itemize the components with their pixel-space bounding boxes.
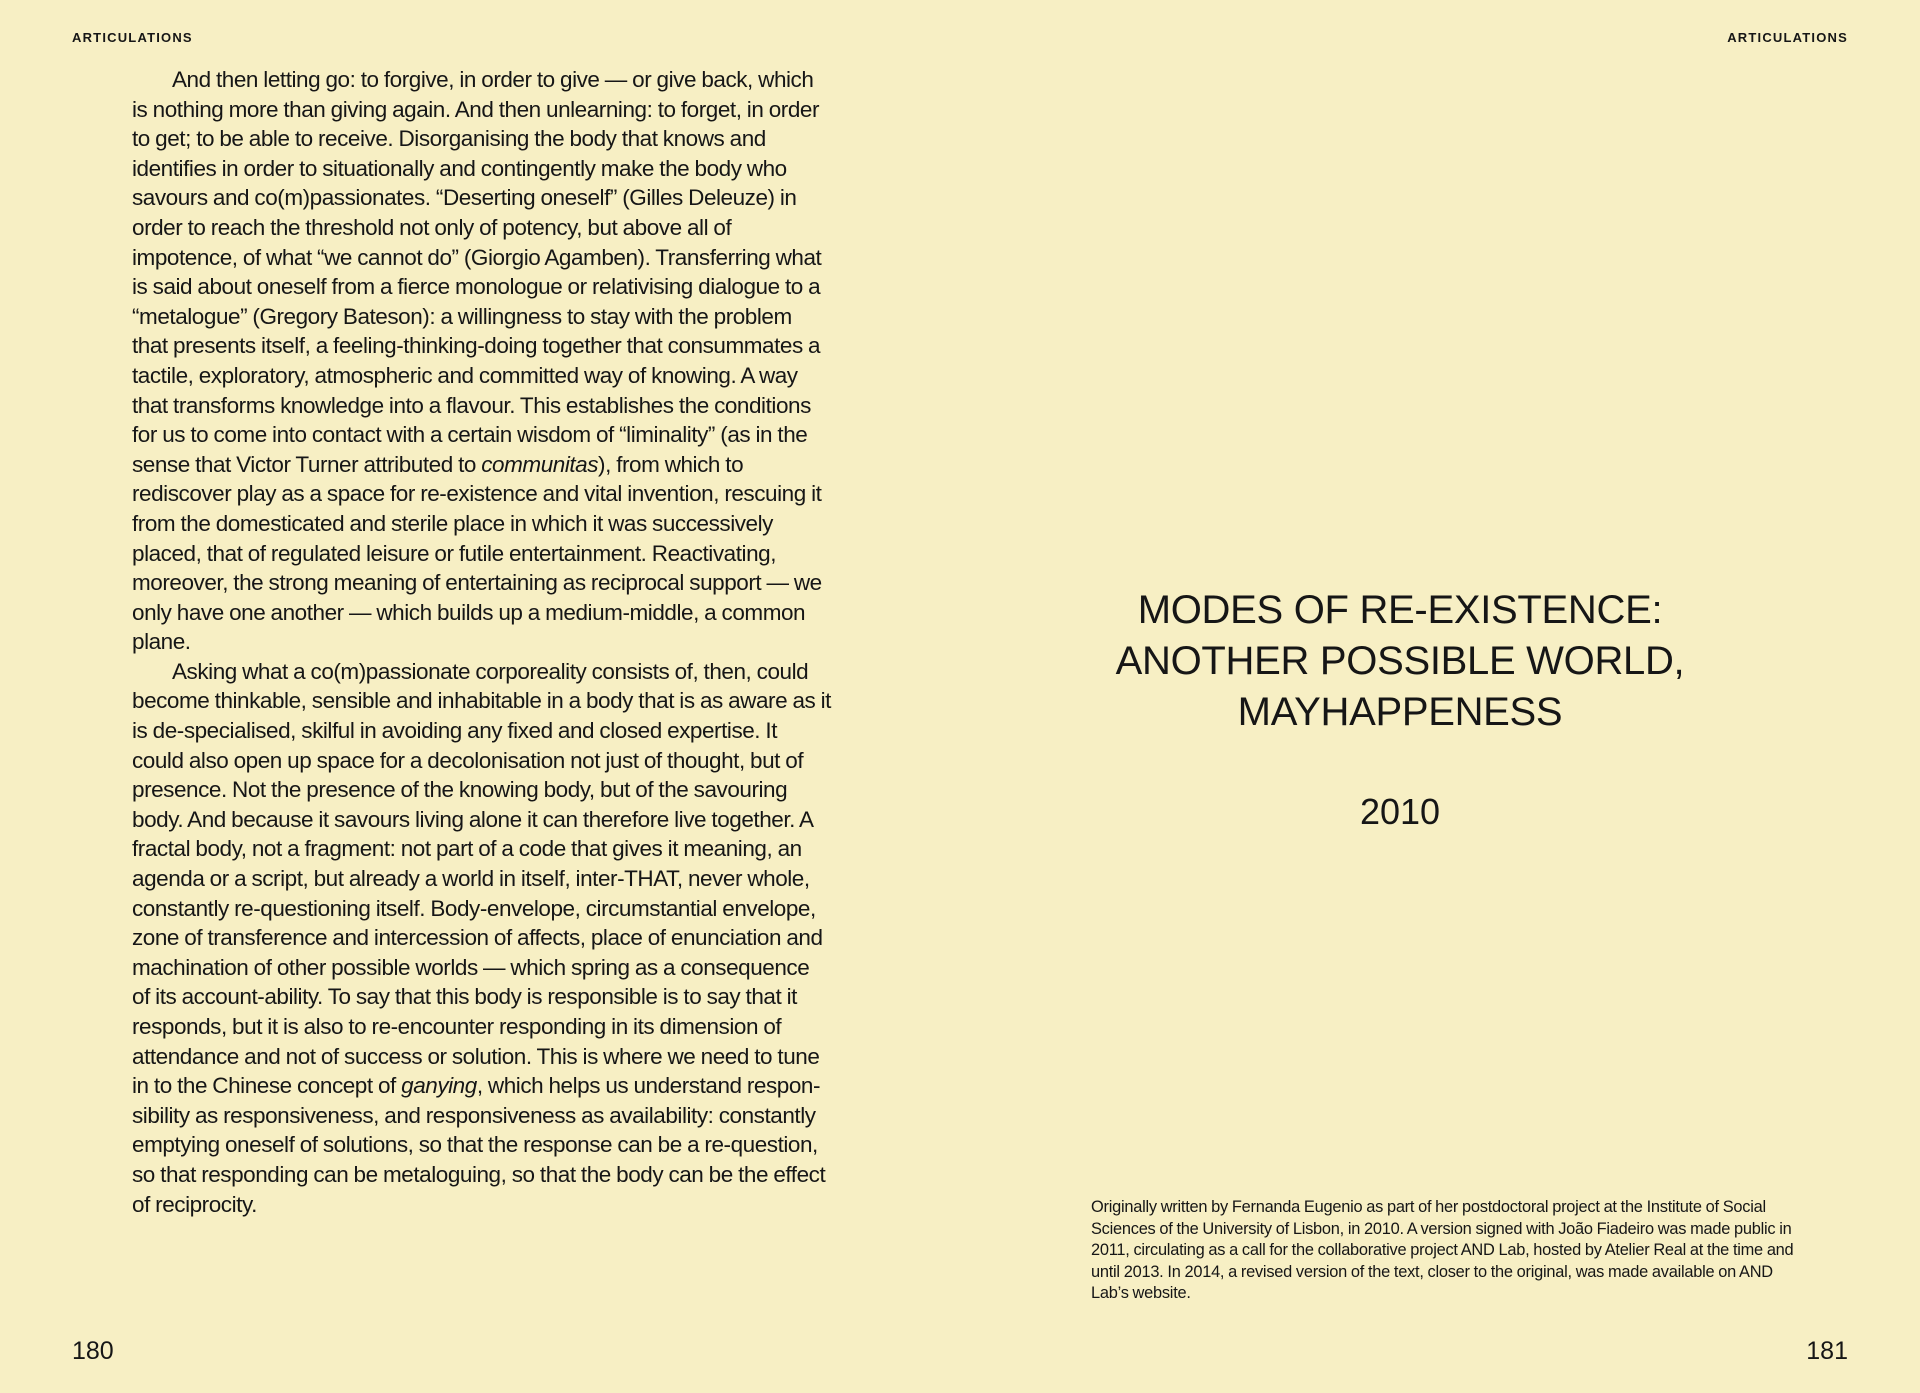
running-head-left: ARTICULATIONS [72,30,193,45]
source-note: Originally written by Fernanda Eugenio as part of her postdoctoral project at the Institute of Social Sciences of the University of Lisbon, in 2010. A version signed with João Fiadeiro was made public in 2011, circulating as a call for the collaborative project AND Lab, hosted by Atelier Real at the time and until 2013. In 2014, a revised version of the text, closer to the original, was made available on AND Lab’s website. [1091,1198,1794,1302]
italic-term-communitas: communitas [481,451,599,477]
chapter-title-block [1095,585,1705,834]
paragraph-text: , which helps us understand respon-sibility as responsiveness, and responsiveness as availability: constantly emptying oneself of solutions, so that the response can be a re-question, so that responding can be metaloguing, so that the body can be the effect of reciprocity. [132,1073,826,1217]
paragraph-text: ), from which to rediscover play as a space for re-existence and vital invention, rescuing it from the domesticated and sterile place in which it was successively placed, that of regulated leisure or futile entertainment. Reactivating, moreover, the strong meaning of entertaining as reciprocal support — we only have one another — which builds up a medium-middle, a common plane. [132,451,822,655]
paragraph-text: Asking what a co(m)passionate corporeality consists of, then, could become thinkable, sensible and inhabitable in a body that is as aware as it is de-specialised, skilful in avoiding any fixed and closed expertise. It could also open up space for a decolonisation not just of thought, but of presence. Not the presence of the knowing body, but of the savouring body. And because it savours living alone it can therefore live together. A fractal body, not a fragment: not part of a code that gives it meaning, an agenda or a script, but already a world in itself, inter-THAT, never whole, constantly re-questioning itself. Body-envelope, circumstantial envelope, zone of transference and intercession of affects, place of enunciation and machination of other possible worlds — which spring as a consequence of its account-ability. To say that this body is responsible is to say that it responds, but it is also to re-encounter responding in its dimension of attendance and not of success or solution. This is where we need to tune in to the Chinese concept of [132,658,831,1099]
chapter-title-line: MAYHAPPENESS [1237,690,1563,734]
chapter-title-line: ANOTHER POSSIBLE WORLD, [1115,639,1685,683]
page-number-left: 180 [72,1337,114,1365]
italic-term-ganying: ganying [401,1073,477,1099]
running-head-right: ARTICULATIONS [1727,30,1848,45]
chapter-year: 2010 [1359,791,1441,832]
paragraph-1 [132,65,832,657]
page-number-right: 181 [1806,1337,1848,1365]
body-text [132,65,832,1219]
paragraph-2 [132,657,832,1219]
paragraph-text: And then letting go: to forgive, in order to give — or give back, which is nothing more than giving again. And then unlearning: to forget, in order to get; to be able to receive. Disorganising the body that knows and identifies in order to situationally and contingently make the body who savours and co(m)passionates. “Deserting oneself” (Gilles Deleuze) in order to reach the threshold not only of potency, but above all of impotence, of what “we cannot do” (Giorgio Agamben). Transferring what is said about oneself from a fierce monologue or relativising dialogue to a “metalogue” (Gregory Bateson): a willingness to stay with the problem that presents itself, a feeling-thinking-doing together that consummates a tactile, exploratory, atmospheric and committed way of knowing. A way that transforms knowledge into a flavour. This establishes the conditions for us to come into contact with a certain wisdom of “liminality” (as in the sense that Victor Turner attributed to [132,67,822,477]
right-page [960,0,1920,1393]
chapter-title-line: MODES OF RE-EXISTENCE: [1137,588,1663,632]
